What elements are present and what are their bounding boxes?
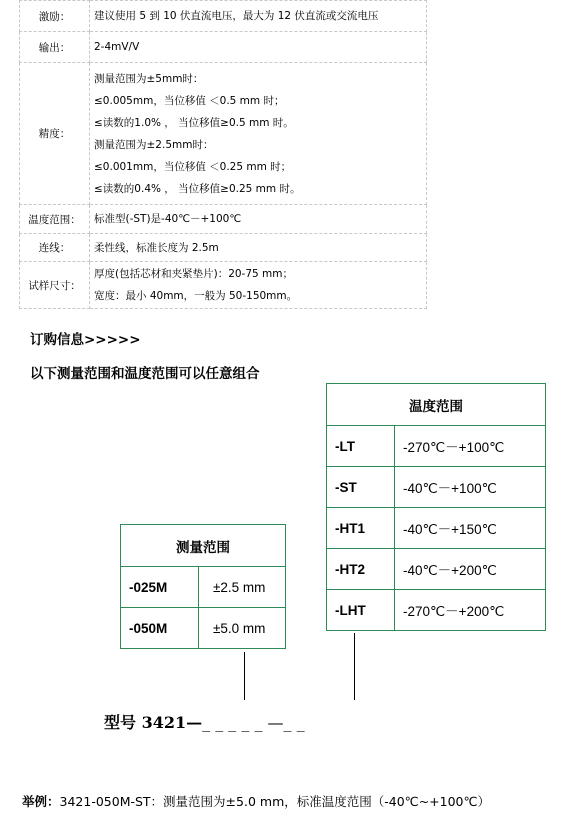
- spec-line: 2-4mV/V: [94, 41, 140, 53]
- spec-label: 精度：: [20, 63, 90, 205]
- spec-value: [90, 32, 427, 63]
- spec-line: 柔性线，标准长度为 2.5m: [94, 241, 219, 254]
- spec-label: 连线：: [20, 234, 90, 262]
- spec-label: 激励：: [20, 1, 90, 32]
- ordering-subtitle: 以下测量范围和温度范围可以任意组合: [30, 366, 260, 382]
- model-blanks: _ _ _ _ _ —_ _: [202, 713, 305, 732]
- spec-label: 温度范围：: [20, 205, 90, 234]
- measure-range-value: ±5.0 mm: [199, 608, 286, 649]
- measure-code: -050M: [121, 608, 199, 649]
- temp-range-value: -270℃－+200℃: [395, 590, 546, 631]
- measure-connector-line: [244, 652, 245, 700]
- temp-range-table: [326, 383, 546, 631]
- model-prefix: 3421—: [141, 713, 203, 732]
- temp-range-value: -40℃－+100℃: [395, 467, 546, 508]
- spec-line: 测量范围为±5mm时：: [94, 72, 204, 85]
- spec-value: [90, 63, 427, 205]
- spec-value: [90, 205, 427, 234]
- temp-code: -HT1: [327, 508, 395, 549]
- temp-range-value: -270℃－+100℃: [395, 426, 546, 467]
- spec-value: [90, 234, 427, 262]
- spec-line: ≤0.001mm，当位移值 ＜0.25 mm 时；: [94, 160, 292, 173]
- table-row: [327, 508, 546, 549]
- table-row: [327, 467, 546, 508]
- spec-row-temperature: [20, 205, 427, 234]
- example-label: 举例：: [22, 794, 60, 809]
- spec-line: ≤读数的0.4% ， 当位移值≥0.25 mm 时。: [94, 182, 301, 195]
- measure-range-header: 测量范围: [121, 525, 286, 567]
- temp-range-value: -40℃－+200℃: [395, 549, 546, 590]
- spec-value: [90, 262, 427, 309]
- temp-range-value: -40℃－+150℃: [395, 508, 546, 549]
- temp-code: -LHT: [327, 590, 395, 631]
- temp-code: -HT2: [327, 549, 395, 590]
- spec-row-output: [20, 32, 427, 63]
- temp-code: -LT: [327, 426, 395, 467]
- spec-line: 宽度：最小 40mm，一般为 50-150mm。: [94, 290, 298, 302]
- spec-label: 试样尺寸：: [20, 262, 90, 309]
- spec-line: 测量范围为±2.5mm时：: [94, 138, 214, 151]
- spec-table: [19, 0, 427, 309]
- example-line: [22, 792, 490, 810]
- spec-label: 输出：: [20, 32, 90, 63]
- example-text: 3421-050M-ST：测量范围为±5.0 mm，标准温度范围（-40℃~+100℃）: [59, 794, 491, 809]
- temp-range-header: 温度范围: [327, 384, 546, 426]
- measure-range-table: [120, 524, 286, 649]
- table-row: [121, 608, 286, 649]
- table-row: [327, 549, 546, 590]
- table-row: [327, 426, 546, 467]
- spec-line: 厚度(包括芯材和夹紧垫片)：20-75 mm；: [94, 268, 293, 280]
- temp-code: -ST: [327, 467, 395, 508]
- spec-row-specimen-size: [20, 262, 427, 309]
- spec-row-wiring: [20, 234, 427, 262]
- ordering-title: 订购信息>>>>>: [30, 332, 141, 348]
- measure-code: -025M: [121, 567, 199, 608]
- model-number: [104, 710, 305, 733]
- spec-value: [90, 1, 427, 32]
- spec-line: 标准型(-ST)是-40℃－+100℃: [94, 213, 242, 225]
- model-label: 型号: [104, 713, 137, 732]
- spec-line: ≤0.005mm，当位移值 ＜0.5 mm 时；: [94, 94, 285, 107]
- spec-row-accuracy: [20, 63, 427, 205]
- measure-range-value: ±2.5 mm: [199, 567, 286, 608]
- spec-line: ≤读数的1.0% ， 当位移值≥0.5 mm 时。: [94, 116, 294, 129]
- table-row: [121, 567, 286, 608]
- spec-row-excitation: [20, 1, 427, 32]
- temp-connector-line: [354, 633, 355, 700]
- table-row: [327, 590, 546, 631]
- spec-line: 建议使用 5 到 10 伏直流电压，最大为 12 伏直流或交流电压: [94, 10, 379, 22]
